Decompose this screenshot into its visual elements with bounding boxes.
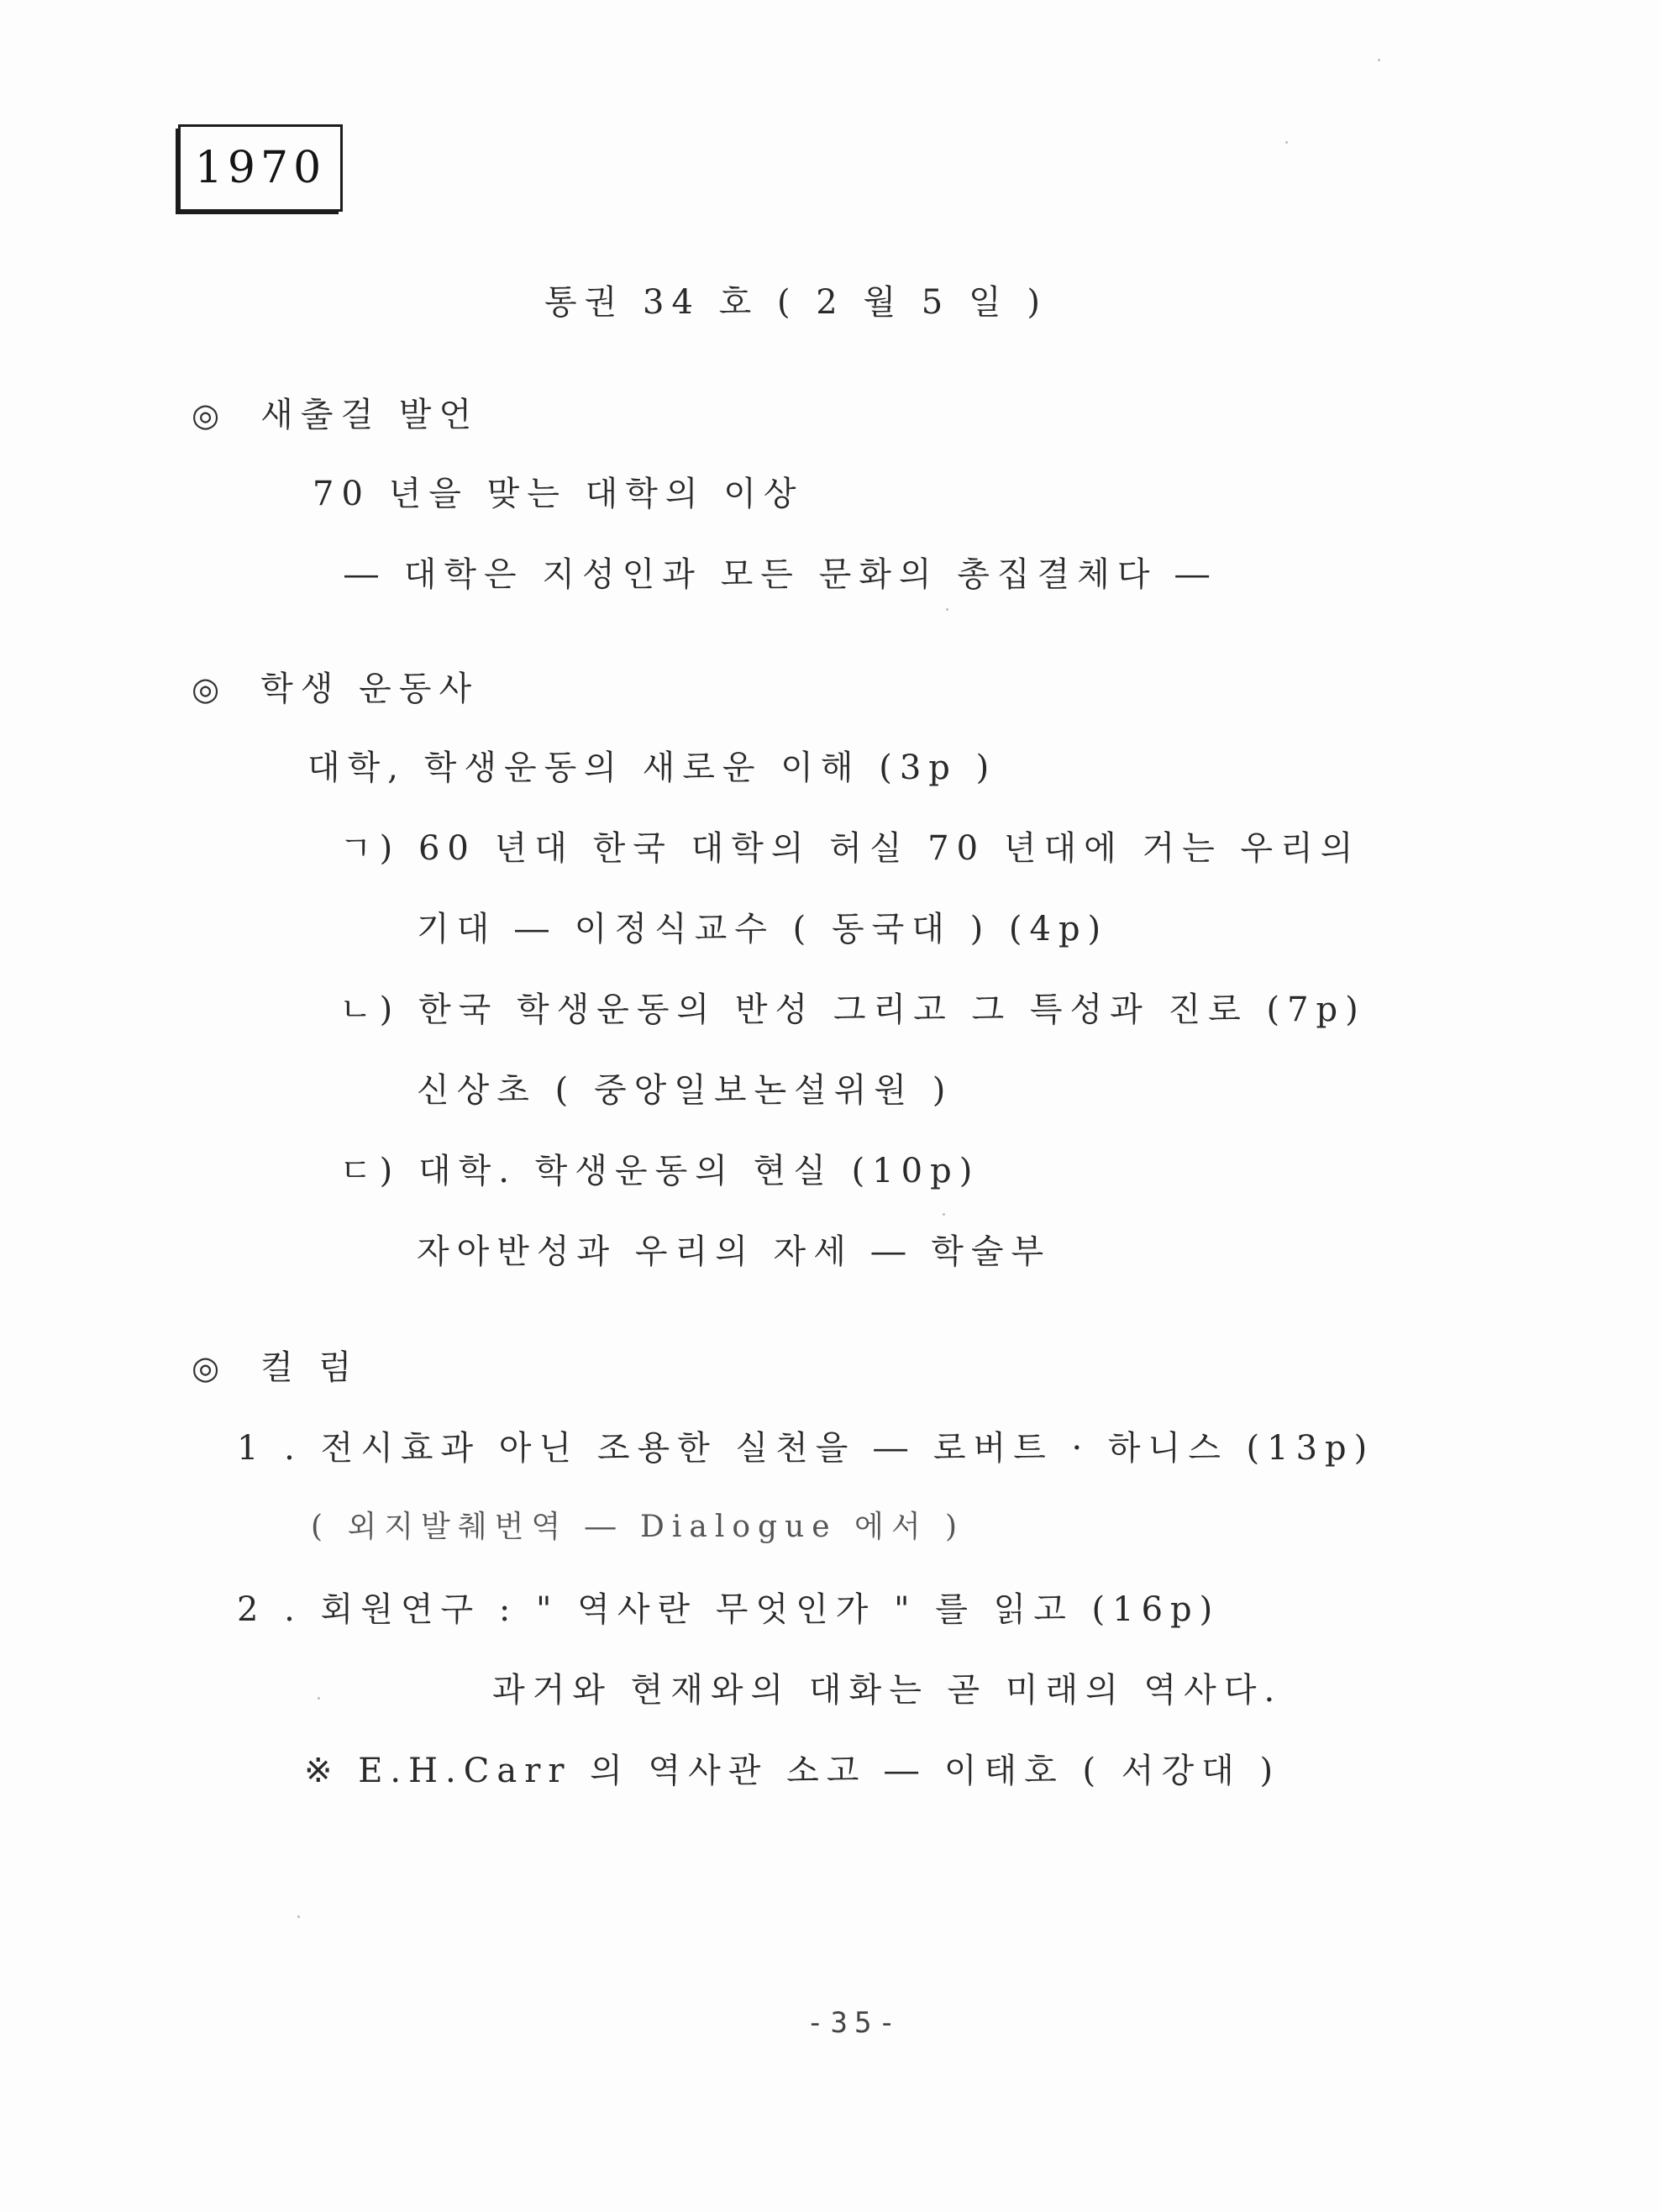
section-3-mark: ◎ bbox=[192, 1349, 228, 1386]
section-1-mark: ◎ bbox=[192, 397, 228, 433]
page-number: -35- bbox=[806, 2006, 902, 2040]
section-2-item-a-line-1: ㄱ) 60 년대 한국 대학의 허실 70 년대에 거는 우리의 bbox=[339, 829, 1361, 868]
section-2-mark: ◎ bbox=[192, 670, 228, 707]
section-3-item-2: 2 . 회원연구 : " 역사란 무엇인가 " 를 읽고 (16p) bbox=[237, 1590, 1221, 1629]
scan-speck bbox=[1378, 59, 1380, 61]
section-2-item-c-line-1: ㄷ) 대학. 학생운동의 현실 (10p) bbox=[339, 1152, 980, 1190]
scan-speck bbox=[946, 608, 948, 611]
section-2-intro: 대학, 학생운동의 새로운 이해 (3p ) bbox=[307, 749, 997, 787]
section-1-title: 70 년을 맞는 대학의 이상 bbox=[313, 475, 804, 513]
section-1-subtitle: ― 대학은 지성인과 모든 문화의 총집결체다 ― bbox=[344, 555, 1217, 594]
year-box: 1970 bbox=[178, 124, 343, 212]
section-3-heading-text: 컬 럼 bbox=[260, 1348, 360, 1387]
section-2-item-c-line-2: 자아반성과 우리의 자세 ― 학술부 bbox=[417, 1232, 1052, 1271]
issue-line: 통권 34 호 ( 2 월 5 일 ) bbox=[544, 283, 1048, 322]
section-2-item-b-line-2: 신상초 ( 중앙일보논설위원 ) bbox=[417, 1071, 953, 1110]
section-1-heading bbox=[192, 398, 479, 432]
section-2-item-a-line-2: 기대 ― 이정식교수 ( 동국대 ) (4p) bbox=[417, 910, 1109, 948]
section-3-item-1: 1 . 전시효과 아닌 조용한 실천을 ― 로버트 · 하니스 (13p) bbox=[237, 1429, 1375, 1468]
section-3-item-2-sub: 과거와 현재와의 대화는 곧 미래의 역사다. bbox=[492, 1671, 1283, 1710]
section-3-item-1-sub: ( 외지발췌번역 ― Dialogue 에서 ) bbox=[311, 1510, 965, 1544]
section-2-heading-text: 학생 운동사 bbox=[260, 670, 480, 708]
scan-speck bbox=[1285, 141, 1288, 144]
scan-speck bbox=[297, 1915, 300, 1918]
section-1-heading-text: 새출걸 발언 bbox=[260, 396, 480, 434]
section-3-heading bbox=[192, 1348, 360, 1387]
section-2-heading bbox=[192, 672, 479, 706]
scan-speck bbox=[943, 1213, 945, 1216]
scan-speck bbox=[318, 1697, 320, 1700]
section-2-item-b-line-1: ㄴ) 한국 학생운동의 반성 그리고 그 특성과 진로 (7p) bbox=[339, 990, 1366, 1029]
section-3-item-2-note: ※ E.H.Carr 의 역사관 소고 ― 이태호 ( 서강대 ) bbox=[304, 1752, 1281, 1790]
